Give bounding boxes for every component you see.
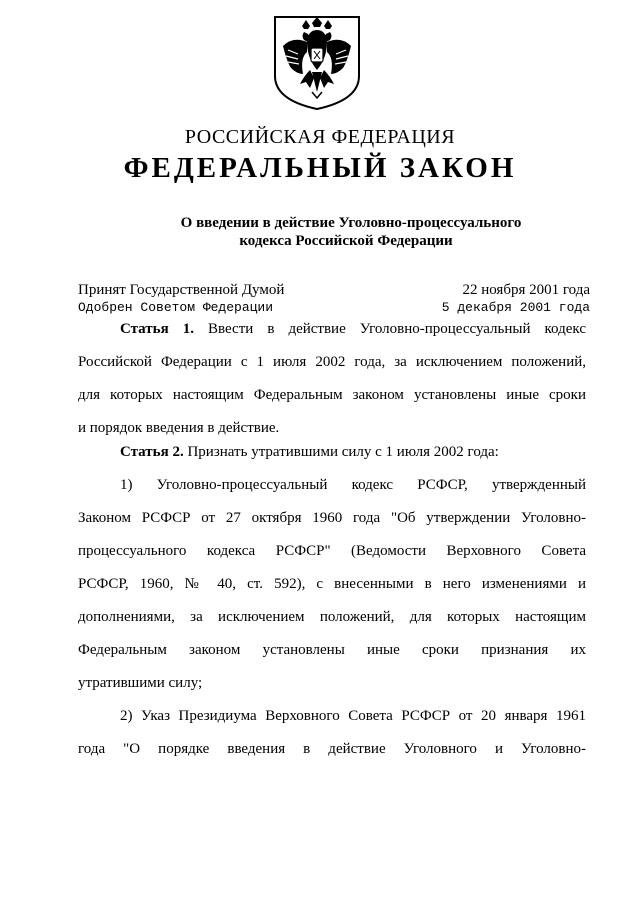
article-2-item-1-line-2: Законом РСФСР от 27 октября 1960 года "Об утверждении Уголовно- xyxy=(78,510,586,526)
country-name: РОССИЙСКАЯ ФЕДЕРАЦИЯ xyxy=(184,126,456,148)
article-2-line-intro: Статья 2. Признать утратившими силу с 1 июля 2002 года: xyxy=(120,444,499,460)
adoption-council-row xyxy=(78,300,590,315)
law-title-line-1: О введении в действие Уголовно-процессуального xyxy=(180,215,522,231)
law-title-line-2: кодекса Российской Федерации xyxy=(239,233,453,249)
article-1 xyxy=(78,317,586,449)
article-2-item-1-line-5: дополнениями, за исключением положений, для которых настоящим xyxy=(78,609,586,625)
council-label: Одобрен Советом Федерации xyxy=(78,300,274,315)
article-2-item-1-line-4: РСФСР, 1960, № 40, ст. 592), с внесенными в него изменениями и xyxy=(78,576,586,592)
article-2-item-1-line-7: утратившими силу; xyxy=(78,675,203,691)
article-2 xyxy=(78,440,586,770)
article-2-item-1-line-1: 1) Уголовно-процессуальный кодекс РСФСР, утвержденный xyxy=(120,477,586,493)
article-1-line-1: Статья 1. Ввести в действие Уголовно-процессуальный кодекс xyxy=(120,321,586,337)
article-2-item-2-line-2: года "О порядке введения в действие Уголовного и Уголовно- xyxy=(78,741,586,757)
article-1-heading: Статья 1. xyxy=(120,321,194,337)
article-1-line-2: Российской Федерации с 1 июля 2002 года, за исключением положений, xyxy=(78,354,586,370)
law-title xyxy=(0,214,640,250)
article-1-line-3: для которых настоящим Федеральным законом установлены иные сроки xyxy=(78,387,586,403)
duma-label: Принят Государственной Думой xyxy=(78,282,285,298)
article-2-item-1-line-6: Федеральным законом установлены иные сроки признания их xyxy=(78,642,586,658)
coat-of-arms-emblem xyxy=(272,14,362,112)
article-1-line-4: и порядок введения в действие. xyxy=(78,420,280,436)
article-2-item-1-line-3: процессуального кодекса РСФСР" (Ведомости Верховного Совета xyxy=(78,543,586,559)
duma-date: 22 ноября 2001 года xyxy=(462,282,590,298)
law-type-heading: ФЕДЕРАЛЬНЫЙ ЗАКОН xyxy=(123,152,517,184)
adoption-duma-row xyxy=(78,282,590,299)
article-2-heading: Статья 2. xyxy=(120,444,184,460)
article-2-item-2-line-1: 2) Указ Президиума Верховного Совета РСФСР от 20 января 1961 xyxy=(120,708,586,724)
council-date: 5 декабря 2001 года xyxy=(441,300,590,315)
